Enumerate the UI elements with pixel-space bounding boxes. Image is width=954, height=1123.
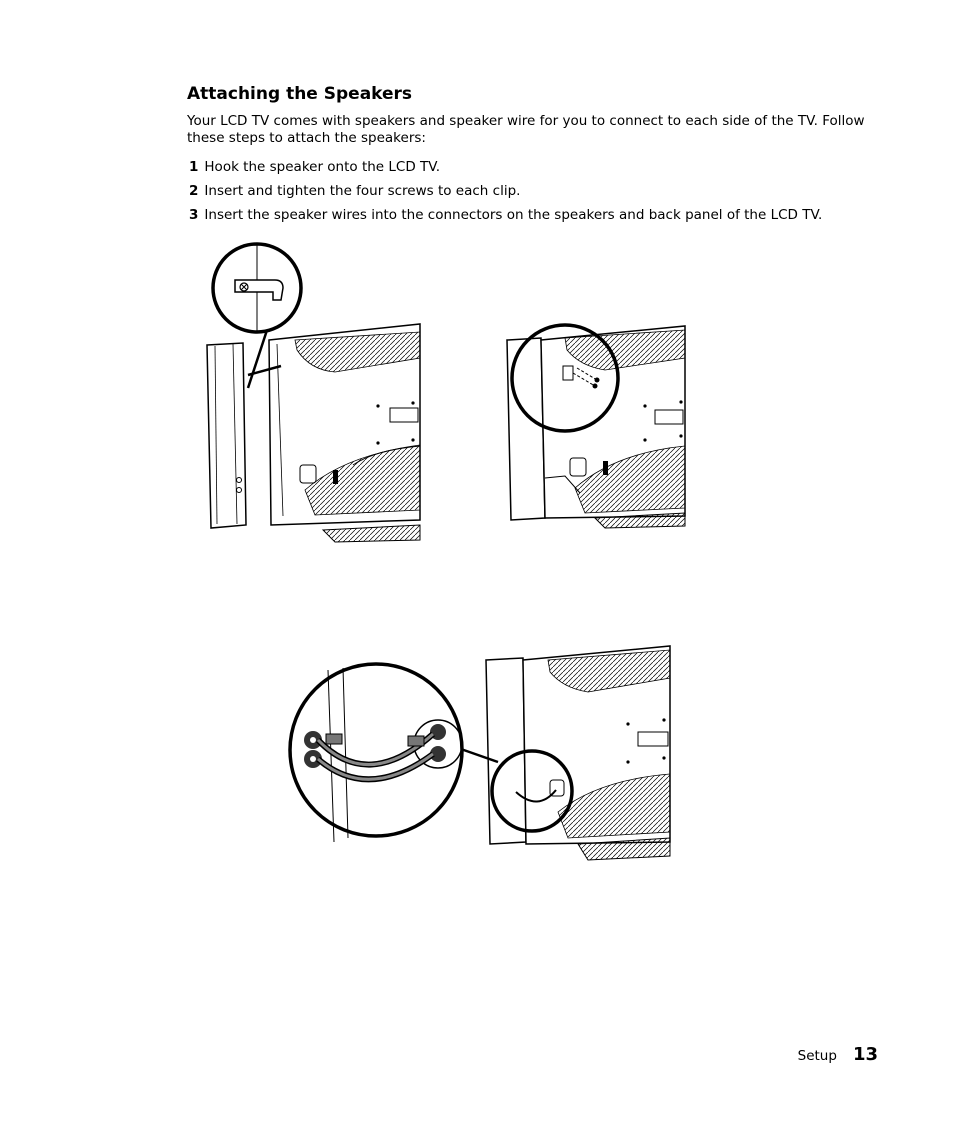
speaker-hook-illustration (205, 240, 425, 545)
step-number: 2 (189, 183, 199, 199)
step-text: Insert and tighten the four screws to each clip. (204, 183, 521, 199)
section-title: Attaching the Speakers (187, 84, 413, 104)
footer-section: Setup (797, 1048, 837, 1064)
speaker-wire-illustration (288, 642, 673, 864)
step-number: 1 (189, 159, 199, 175)
screw-clip-illustration (505, 318, 687, 530)
step-1 (189, 159, 440, 176)
step-2 (189, 183, 520, 200)
step-text: Insert the speaker wires into the connectors on the speakers and back panel of the LCD TV. (204, 207, 823, 223)
page-footer (798, 1044, 878, 1065)
page-number: 13 (852, 1044, 878, 1065)
step-text: Hook the speaker onto the LCD TV. (204, 159, 441, 175)
intro-paragraph: Your LCD TV comes with speakers and speaker wire for you to connect to each side of the TV. Follow these steps to attach the speakers: (187, 113, 865, 146)
step-3 (189, 207, 822, 224)
step-number: 3 (189, 207, 199, 223)
